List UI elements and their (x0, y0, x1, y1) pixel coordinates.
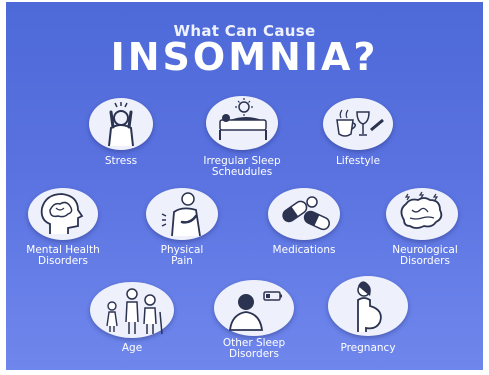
other-sleep-icon (214, 280, 294, 336)
lifestyle-icon (323, 98, 393, 150)
mental-health-icon (28, 188, 98, 240)
age-icon (90, 282, 174, 338)
cause-label-irregular-sleep: Irregular Sleep Scheudules (203, 155, 281, 178)
physical-pain-icon (146, 188, 218, 240)
medications-icon (268, 188, 340, 240)
cause-label-neurological: Neurological Disorders (392, 244, 458, 267)
cause-label-lifestyle: Lifestyle (335, 155, 381, 167)
neurological-icon (386, 188, 458, 240)
cause-label-age: Age (121, 342, 143, 354)
poster-title: INSOMNIA? (110, 35, 379, 79)
cause-label-other-sleep: Other Sleep Disorders (222, 337, 286, 360)
cause-label-medications: Medications (272, 244, 336, 256)
cause-label-mental-health: Mental Health Disorders (26, 244, 100, 267)
stress-icon (89, 98, 153, 150)
poster-subtitle: What Can Cause (173, 22, 316, 40)
infographic-poster (6, 2, 483, 370)
cause-label-stress: Stress (104, 155, 138, 167)
cause-label-physical-pain: Physical Pain (160, 244, 204, 267)
pregnancy-icon (328, 276, 408, 336)
cause-label-pregnancy: Pregnancy (340, 342, 396, 354)
irregular-sleep-icon (206, 96, 278, 150)
